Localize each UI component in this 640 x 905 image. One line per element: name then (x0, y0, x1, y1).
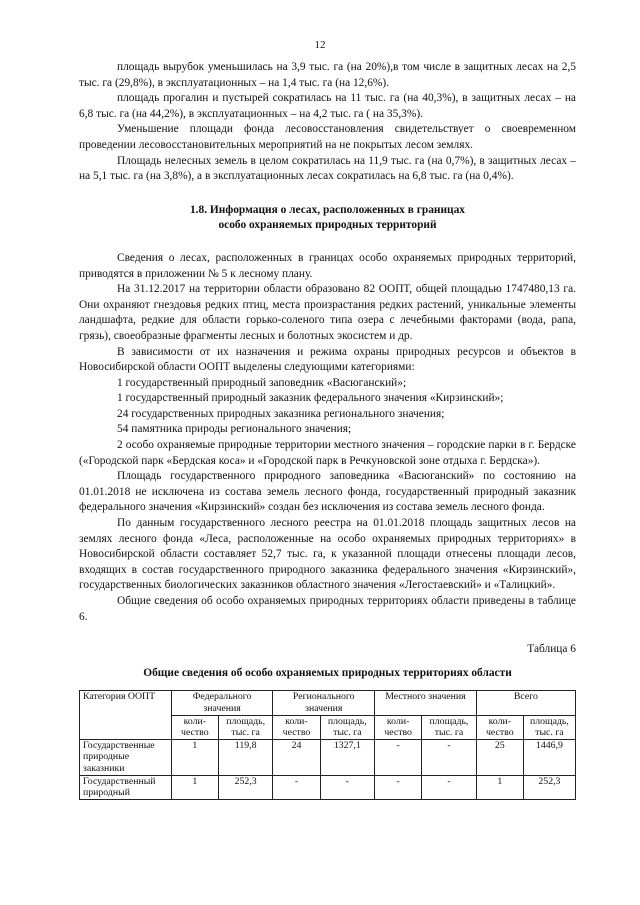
column-subheader: площадь, тыс. га (422, 715, 477, 739)
table-row (80, 775, 576, 799)
table-cell: 24 (273, 739, 320, 775)
paragraph: На 31.12.2017 на территории области образовано 82 ООПТ, общей площадью 1747480,13 га. Они охраняют гнездовья редких птиц, места произрастания редких растений, уникальные элементы ландшафта, редкие для области горько-соленого типа озера с лечебными факторами (вода, рапа, грязь), своеобразные фрагменты лесных и болотных экосистем и др. (79, 283, 576, 342)
column-subheader: площадь, тыс. га (218, 715, 273, 739)
paragraph: Площадь государственного природного заповедника «Васюганский» по состоянию на 01.01.2018 не исключена из состава земель лесного фонда, государственный природный заказник федерального значения «Кирзинский» создан без исключения из состава земель лесного фонда. (79, 470, 576, 514)
column-subheader: коли-чество (476, 715, 523, 739)
list-item: 1 государственный природный заповедник «Васюганский»; (117, 376, 407, 389)
paragraph: Площадь нелесных земель в целом сократилась на 11,9 тыс. га (на 0,7%), в защитных лесах – на 5,1 тыс. га (на 3,8%), а в эксплуатационных лесах сократилась на 6,8 тыс. га (на 0,4%). (79, 154, 576, 183)
table-cell-category: Государственные природные заказники (80, 739, 172, 775)
table-cell: - (320, 775, 375, 799)
paragraph: площадь прогалин и пустырей сократилась на 11 тыс. га (на 40,3%), в защитных лесах – на 6,8 тыс. га (на 44,2%), в эксплуатационных – на 4,2 тыс. га ( на 35,3%). (79, 92, 576, 120)
column-group-header: Местного значения (375, 691, 477, 715)
paragraph: 2 особо охраняемые природные территории местного значения – городские парки в г. Бердске («Городской парк «Бердская коса» и «Городской парк в Речкуновской зоне отдыха г. Бердска»). (79, 439, 576, 467)
column-subheader: коли-чество (375, 715, 422, 739)
paragraph: площадь вырубок уменьшилась на 3,9 тыс. га (на 20%),в том числе в защитных лесах на 2,5 тыс. га (29,8%), в эксплуатационных – на 1,4 тыс. га (на 12,6%). (79, 61, 576, 89)
table-cell: - (375, 739, 422, 775)
table-caption: Таблица 6 (527, 643, 576, 656)
table-cell: 1 (476, 775, 523, 799)
table-header-row (80, 691, 576, 715)
column-header: Категория ООПТ (80, 691, 172, 739)
list-item: 24 государственных природных заказника регионального значения; (117, 407, 445, 420)
table-title: Общие сведения об особо охраняемых природных территориях области (143, 666, 512, 679)
table-row (80, 739, 576, 775)
table-cell: 1 (171, 739, 218, 775)
table-cell: 1446,9 (523, 739, 575, 775)
table-cell: 252,3 (523, 775, 575, 799)
paragraph: Общие сведения об особо охраняемых природных территориях области приведены в таблице 6. (79, 595, 576, 623)
column-subheader: площадь, тыс. га (320, 715, 375, 739)
table-cell: 25 (476, 739, 523, 775)
table-cell: 1 (171, 775, 218, 799)
section-heading-line: особо охраняемых природных территорий (218, 219, 437, 232)
column-subheader: коли-чество (171, 715, 218, 739)
table-cell: - (422, 775, 477, 799)
column-group-header: Всего (476, 691, 575, 715)
paragraph: Уменьшение площади фонда лесовосстановления свидетельствует о своевременном проведении лесовосстановительных мероприятий на не покрытых лесом землях. (79, 123, 576, 151)
table-cell: 252,3 (218, 775, 273, 799)
table-cell: - (273, 775, 320, 799)
paragraph: Сведения о лесах, расположенных в границах особо охраняемых природных территорий, приводятся в приложении № 5 к лесному плану. (79, 251, 576, 280)
list-item: 54 памятника природы регионального значения; (117, 423, 352, 436)
table-cell: - (422, 739, 477, 775)
table-cell: 1327,1 (320, 739, 375, 775)
section-heading-line: 1.8. Информация о лесах, расположенных в границах (189, 203, 466, 216)
table-cell: - (375, 775, 422, 799)
table-cell: 119,8 (218, 739, 273, 775)
column-group-header: Федерального значения (171, 691, 273, 715)
section-heading (79, 203, 576, 234)
page-number: 12 (314, 39, 326, 51)
paragraph: В зависимости от их назначения и режима охраны природных ресурсов и объектов в Новосибирской области ООПТ выделены следующими категориями: (79, 345, 576, 374)
column-subheader: площадь, тыс. га (523, 715, 575, 739)
column-subheader: коли-чество (273, 715, 320, 739)
table-cell-category: Государственный природный (80, 775, 172, 799)
document-body (79, 60, 576, 800)
list-item: 1 государственный природный заказник федерального значения «Кирзинский»; (117, 392, 504, 405)
data-table (79, 690, 576, 799)
paragraph: По данным государственного лесного реестра на 01.01.2018 площадь защитных лесов на землях лесного фонда «Леса, расположенные на особо охраняемых природных территориях» в Новосибирской области составляет 52,7 тыс. га, к указанной площади отнесены площади лесов, входящих в состав государственного природного заказника федерального значения «Кирзинский», государственных биологических заказников областного значения «Легостаевский» и «Талицкий». (79, 517, 576, 592)
column-group-header: Регионального значения (273, 691, 375, 715)
